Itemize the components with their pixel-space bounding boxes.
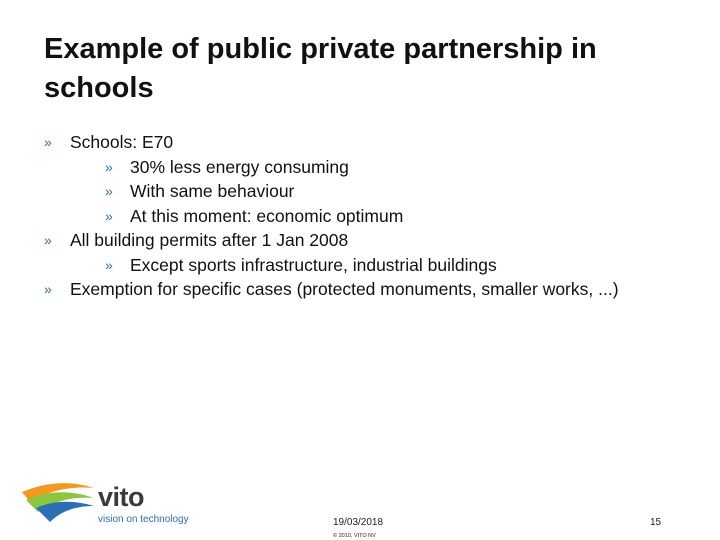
bullet-item xyxy=(44,130,704,155)
sub-bullet-item xyxy=(44,155,704,180)
sub-bullet-item xyxy=(44,179,704,204)
logo-tagline: vision on technology xyxy=(98,514,189,525)
bullet-text: Schools: E70 xyxy=(70,132,174,152)
logo-wordmark: vito xyxy=(98,482,145,512)
bullet-text: 30% less energy consuming xyxy=(130,156,349,177)
bullet-item xyxy=(44,277,704,302)
bullet-marker: » xyxy=(105,158,113,175)
bullet-marker: » xyxy=(105,207,113,224)
bullet-marker: » xyxy=(105,256,113,273)
bullet-marker: » xyxy=(44,134,52,150)
sub-bullet-item xyxy=(44,253,704,278)
bullet-text: At this moment: economic optimum xyxy=(130,205,404,226)
bullet-text: All building permits after 1 Jan 2008 xyxy=(70,230,349,250)
bullet-item xyxy=(44,228,704,253)
slide-title: Example of public private partnership in schools xyxy=(44,33,597,104)
page-number: 15 xyxy=(650,517,662,528)
bullet-marker: » xyxy=(44,232,52,248)
bullet-text: With same behaviour xyxy=(130,181,295,201)
sub-bullet-item xyxy=(44,204,704,229)
bullet-list xyxy=(44,130,704,302)
bullet-text: Exemption for specific cases (protected monuments, smaller works, ...) xyxy=(70,279,619,299)
bullet-marker: » xyxy=(44,281,52,297)
footer-copyright: © 2010, VITO NV xyxy=(333,533,376,539)
bullet-marker: » xyxy=(105,183,113,199)
bullet-text: Except sports infrastructure, industrial buildings xyxy=(130,254,497,275)
footer-date: 19/03/2018 xyxy=(333,517,384,528)
